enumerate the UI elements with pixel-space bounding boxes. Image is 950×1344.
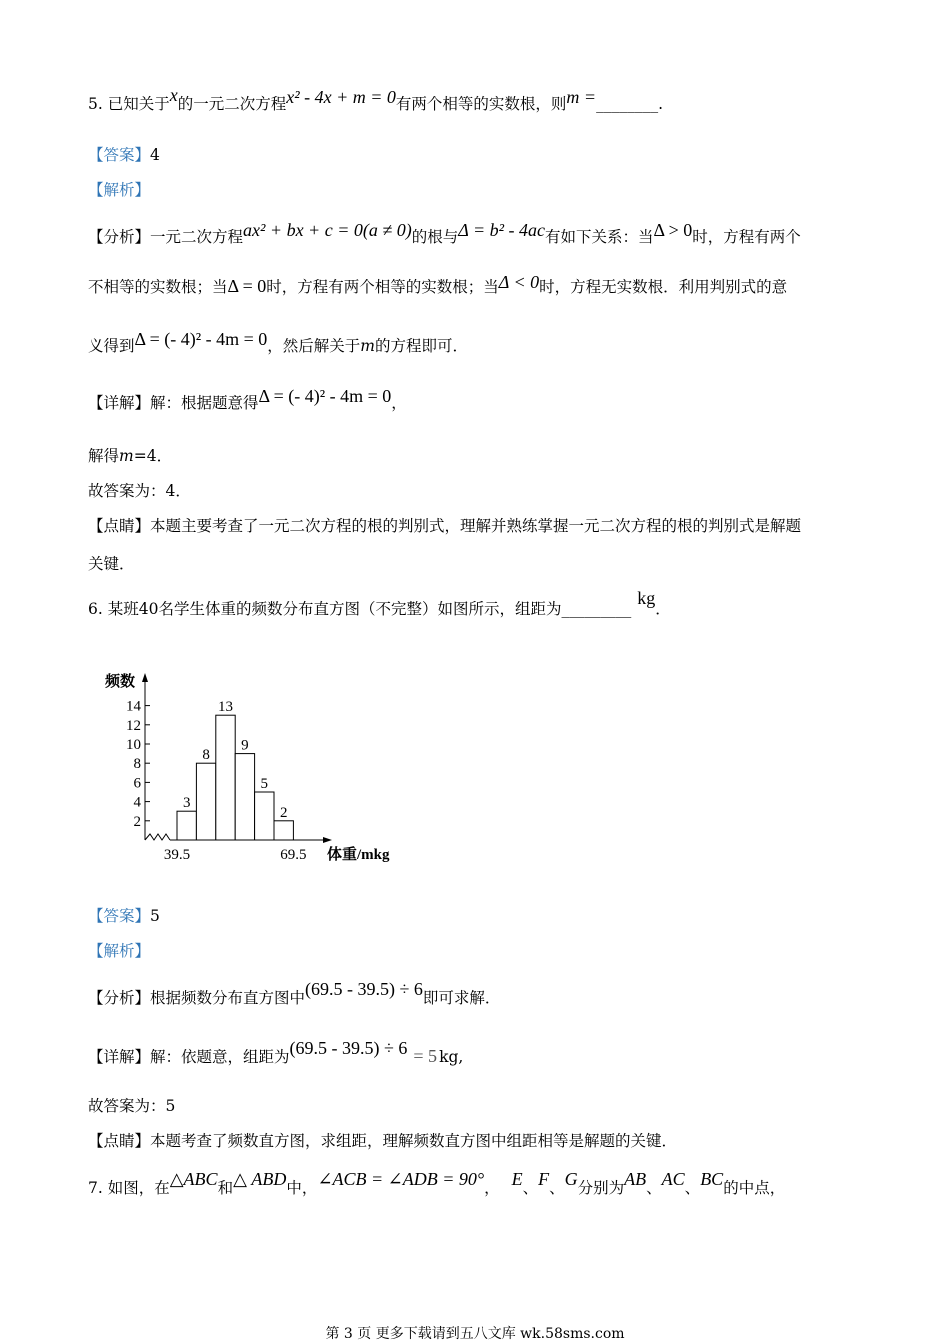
y-tick-label: 12 bbox=[126, 717, 141, 734]
general-quadratic: ax² + bx + c = 0(a ≠ 0) bbox=[243, 220, 412, 240]
x-tick-label: 69.5 bbox=[280, 847, 307, 863]
answer-tag: 【答案】 bbox=[88, 907, 151, 925]
segment-bc: BC bbox=[700, 1169, 724, 1189]
q6-answer bbox=[88, 904, 160, 926]
unit-kg: kg bbox=[637, 588, 656, 608]
y-axis-arrow bbox=[142, 673, 148, 682]
detail-text: =4． bbox=[133, 447, 173, 465]
delta-negative: Δ < 0 bbox=[498, 272, 540, 292]
detail-text: 解得 bbox=[88, 447, 120, 465]
answer-blank: _________ bbox=[561, 600, 632, 618]
q6-end: ． bbox=[655, 600, 671, 618]
analysis-text: 义得到 bbox=[88, 337, 135, 355]
q5-question bbox=[88, 85, 664, 114]
q7-text: 、 bbox=[522, 1179, 539, 1197]
detail-tag: 【详解】 bbox=[88, 1048, 151, 1066]
histogram-bar bbox=[177, 811, 196, 840]
q7-text: 7. 如图，在 bbox=[88, 1179, 170, 1197]
q7-text: 分别为 bbox=[577, 1179, 625, 1197]
q7-text: 中， bbox=[286, 1179, 318, 1197]
analysis-text: ，然后解关于 bbox=[267, 337, 361, 355]
page-footer: 第 3 页 更多下载请到五八文库 wk.58sms.com bbox=[325, 1326, 625, 1342]
bar-data-label: 2 bbox=[279, 804, 288, 821]
analysis-text: 的方程即可． bbox=[375, 337, 469, 355]
frequency-histogram bbox=[100, 665, 410, 870]
y-tick-label: 14 bbox=[126, 698, 141, 715]
q5-mid: 的一元二次方程 bbox=[177, 95, 287, 113]
q6-detail bbox=[88, 1038, 464, 1067]
q5-analysis-line2 bbox=[88, 272, 788, 297]
q5-jiexi bbox=[88, 178, 150, 200]
analysis-text: 时，方程无实数根．利用判别式的意 bbox=[539, 278, 788, 296]
analysis-tag: 【分析】 bbox=[88, 989, 151, 1007]
q5-final-answer bbox=[88, 479, 191, 501]
y-tick-label: 4 bbox=[133, 794, 141, 811]
y-tick-label: 2 bbox=[133, 813, 141, 830]
comment-text: 关键． bbox=[88, 555, 135, 573]
right-angle-condition: ∠ACB = ∠ADB = 90° bbox=[317, 1169, 485, 1189]
q7-text: 、 bbox=[684, 1179, 701, 1197]
q5-analysis-line1 bbox=[88, 220, 801, 247]
q6-jiexi bbox=[88, 939, 150, 961]
segment-ab: AB bbox=[624, 1169, 647, 1189]
q6-analysis bbox=[88, 979, 501, 1008]
q7-text: 的中点， bbox=[723, 1179, 786, 1197]
axis-break bbox=[145, 834, 170, 840]
detail-text: 解：依题意，组距为 bbox=[150, 1048, 290, 1066]
triangle-abc: △ABC bbox=[169, 1169, 218, 1189]
answer-value: 4 bbox=[150, 146, 160, 164]
q5-analysis-line3 bbox=[88, 329, 469, 356]
detail-tag: 【详解】 bbox=[88, 394, 151, 412]
group-distance-formula: (69.5 - 39.5) ÷ 6 bbox=[305, 979, 423, 999]
analysis-text: 有如下关系：当 bbox=[544, 228, 654, 246]
analysis-text: 一元二次方程 bbox=[150, 228, 244, 246]
x-axis-label: 体重/mkg bbox=[327, 847, 390, 863]
point-e: E bbox=[511, 1169, 523, 1189]
discriminant-equation: Δ = (- 4)² - 4m = 0 bbox=[258, 386, 392, 406]
answer-tag: 【答案】 bbox=[88, 146, 151, 164]
detail-text: kg, bbox=[439, 1048, 464, 1066]
comment-text: 本题考查了频数直方图，求组距，理解频数直方图中组距相等是解题的关键． bbox=[150, 1132, 678, 1150]
q5-detail bbox=[88, 386, 407, 413]
discriminant-formula: Δ = b² - 4ac bbox=[458, 220, 545, 240]
y-axis-label: 频数 bbox=[105, 674, 136, 690]
q5-comment-line2 bbox=[88, 552, 135, 574]
var-x: x bbox=[169, 85, 178, 105]
analysis-text: 时，方程有两个相等的实数根；当 bbox=[266, 278, 499, 296]
var-m: m bbox=[119, 447, 134, 465]
m-equals: m = bbox=[566, 87, 597, 107]
histogram-bar bbox=[196, 763, 215, 840]
histogram-bar bbox=[274, 821, 293, 840]
answer-blank: ________. bbox=[596, 95, 664, 113]
y-tick-label: 6 bbox=[133, 775, 141, 792]
group-distance-result: = 5 bbox=[413, 1046, 438, 1066]
q7-question bbox=[88, 1169, 786, 1198]
q5-solve bbox=[88, 444, 172, 466]
q5-prefix: 5. 已知关于 bbox=[88, 95, 170, 113]
comment-text: 本题主要考查了一元二次方程的根的判别式，理解并熟练掌握一元二次方程的根的判别式是解题 bbox=[150, 517, 802, 535]
jiexi-tag: 【解析】 bbox=[88, 942, 151, 960]
y-tick-label: 8 bbox=[133, 756, 141, 773]
bar-data-label: 8 bbox=[202, 747, 210, 764]
analysis-text: 根据频数分布直方图中 bbox=[150, 989, 306, 1007]
analysis-tag: 【分析】 bbox=[88, 228, 151, 246]
comment-tag: 【点睛】 bbox=[88, 517, 151, 535]
histogram-bar bbox=[216, 715, 235, 840]
point-f: F bbox=[538, 1169, 550, 1189]
answer-value: 5 bbox=[150, 907, 160, 925]
q6-comment bbox=[88, 1129, 677, 1151]
q5-answer bbox=[88, 143, 160, 165]
histogram-bar bbox=[235, 754, 254, 840]
q6-final-answer bbox=[88, 1094, 175, 1116]
detail-text: ， bbox=[391, 394, 407, 412]
var-m: m bbox=[360, 337, 375, 355]
analysis-text: 不相等的实数根；当 bbox=[88, 278, 228, 296]
bar-data-label: 9 bbox=[241, 737, 249, 754]
bar-data-label: 13 bbox=[218, 699, 233, 716]
x-axis-arrow bbox=[323, 837, 332, 843]
q7-text: 、 bbox=[549, 1179, 565, 1197]
bar-data-label: 5 bbox=[260, 776, 269, 792]
q5-comment-line1 bbox=[88, 514, 801, 536]
jiexi-tag: 【解析】 bbox=[88, 181, 151, 199]
bar-data-label: 3 bbox=[182, 795, 191, 812]
delta-zero: Δ = 0 bbox=[227, 276, 267, 296]
x-tick-label: 39.5 bbox=[163, 847, 191, 863]
final-answer: 故答案为：5 bbox=[88, 1097, 176, 1115]
delta-positive: Δ > 0 bbox=[653, 220, 693, 240]
analysis-text: 的根与 bbox=[411, 228, 459, 246]
detail-text: 解：根据题意得 bbox=[150, 394, 259, 412]
analysis-text: 时，方程有两个 bbox=[692, 228, 801, 246]
segment-ac: AC bbox=[661, 1169, 685, 1189]
histogram-bar bbox=[255, 792, 274, 840]
point-g: G bbox=[564, 1169, 578, 1189]
comment-tag: 【点睛】 bbox=[88, 1132, 151, 1150]
q6-text: 6. 某班40名学生体重的频数分布直方图（不完整）如图所示，组距为 bbox=[88, 600, 562, 618]
q6-question bbox=[88, 588, 671, 619]
q5-tail: 有两个相等的实数根，则 bbox=[395, 95, 567, 113]
q7-text: 、 bbox=[646, 1179, 662, 1197]
y-tick-label: 10 bbox=[126, 737, 141, 753]
q7-text: ， bbox=[484, 1179, 500, 1197]
triangle-abd: △ ABD bbox=[233, 1169, 287, 1189]
group-distance-formula: (69.5 - 39.5) ÷ 6 bbox=[289, 1038, 408, 1058]
final-answer: 故答案为：4． bbox=[88, 482, 191, 500]
discriminant-equation: Δ = (- 4)² - 4m = 0 bbox=[134, 329, 268, 349]
q7-text: 和 bbox=[217, 1179, 234, 1197]
q5-equation: x² - 4x + m = 0 bbox=[286, 87, 396, 107]
analysis-text: 即可求解． bbox=[422, 989, 501, 1007]
